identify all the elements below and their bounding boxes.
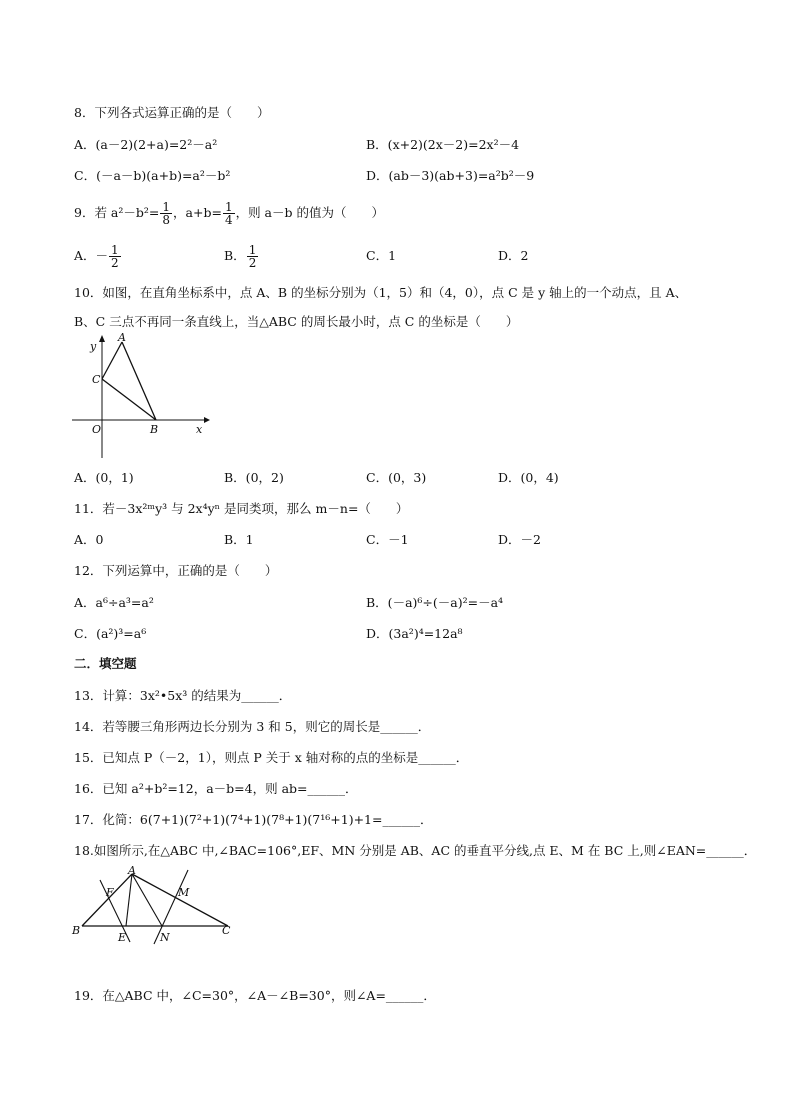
section-fill-blank-heading: 二．填空题	[74, 656, 137, 671]
q15: 15．已知点 P（－2，1），则点 P 关于 x 轴对称的点的坐标是______．	[74, 750, 469, 765]
q9-fraction-1	[160, 201, 172, 226]
q10-option-c[interactable]: C．(0，3)	[366, 470, 427, 485]
q10-label-b: B	[150, 423, 159, 436]
q10-label-c: C	[92, 373, 101, 386]
q8-stem: 8．下列各式运算正确的是（ ）	[74, 105, 270, 120]
q11-option-c[interactable]: C．－1	[366, 532, 409, 547]
q9-stem-mid: ，a+b=	[173, 205, 222, 220]
q9-option-b-den: 2	[248, 256, 257, 270]
q9-stem-post: ，则 a－b 的值为（ ）	[235, 205, 384, 220]
q12-option-a[interactable]: A．a⁶÷a³=a²	[74, 595, 154, 610]
q9-option-c[interactable]: C．1	[366, 248, 397, 263]
q8-option-d[interactable]: D．(ab－3)(ab+3)=a²b²－9	[366, 168, 535, 183]
q8-option-b[interactable]: B．(x+2)(2x－2)=2x²－4	[366, 137, 520, 152]
q9-fraction-1-den: 8	[162, 213, 171, 227]
q18-label-m: M	[178, 886, 190, 899]
q10-stem-line1: 10．如图，在直角坐标系中，点 A、B 的坐标分别为（1，5）和（4，0），点 C 是 y 轴上的一个动点，且 A、	[74, 285, 688, 300]
q11-stem: 11．若－3x²ᵐy³ 与 2x⁴yⁿ 是同类项，那么 m－n=（ ）	[74, 501, 409, 516]
q18-segment-ae	[126, 874, 132, 926]
q10-label-o: O	[92, 423, 102, 436]
q9-fraction-2	[223, 201, 235, 226]
q8-option-a[interactable]: A．(a－2)(2+a)=2²－a²	[74, 137, 218, 152]
q10-x-axis-arrow	[204, 417, 210, 423]
q12-stem: 12．下列运算中，正确的是（ ）	[74, 563, 278, 578]
q18-label-c: C	[222, 924, 231, 937]
q12-option-c[interactable]: C．(a²)³=a⁶	[74, 626, 147, 641]
q16: 16．已知 a²+b²=12，a－b=4，则 ab=______．	[74, 781, 358, 796]
q18-side-ab	[82, 874, 132, 926]
q9-fraction-2-den: 4	[224, 213, 233, 227]
q9-fraction-2-num: 1	[224, 200, 233, 214]
q10-option-d[interactable]: D．(0，4)	[498, 470, 559, 485]
q10-label-a: A	[118, 332, 126, 344]
q8-option-c[interactable]: C．(－a－b)(a+b)=a²－b²	[74, 168, 231, 183]
q9-option-a-num: 1	[111, 243, 119, 257]
q9-option-b[interactable]	[224, 241, 259, 271]
q12-option-b[interactable]: B．(－a)⁶÷(－a)²=－a⁴	[366, 595, 504, 610]
q18-label-e: E	[118, 931, 127, 944]
q10-stem-line2: B、C 三点不再同一条直线上，当△ABC 的周长最小时，点 C 的坐标是（ ）	[74, 314, 519, 329]
q11-option-b[interactable]: B．1	[224, 532, 254, 547]
q10-coordinate-figure	[70, 332, 210, 462]
q10-y-axis-arrow	[99, 335, 105, 342]
q10-label-y: y	[90, 340, 97, 353]
q14: 14．若等腰三角形两边长分别为 3 和 5，则它的周长是______．	[74, 719, 431, 734]
q17: 17．化简：6(7+1)(7²+1)(7⁴+1)(7⁸+1)(7¹⁶+1)+1=______．	[74, 812, 433, 827]
q9-option-a-prefix: A．－	[74, 248, 109, 263]
q18-label-a: A	[128, 864, 136, 877]
q10-segment-ab	[122, 342, 156, 420]
q9-fraction-1-num: 1	[162, 200, 171, 214]
q10-segment-ac	[102, 342, 122, 379]
q10-option-b[interactable]: B．(0，2)	[224, 470, 284, 485]
q10-segment-cb	[102, 379, 156, 420]
q18-triangle-figure	[70, 862, 240, 946]
q18-label-f: F	[106, 886, 114, 899]
q10-option-a[interactable]: A．(0，1)	[74, 470, 134, 485]
q11-option-a[interactable]: A．0	[74, 532, 104, 547]
q13: 13．计算：3x²•5x³ 的结果为______．	[74, 688, 292, 703]
q9-option-a-fraction	[109, 244, 121, 269]
q9-option-b-prefix: B．	[224, 248, 246, 263]
q9-stem	[74, 198, 384, 228]
q9-option-a[interactable]	[74, 241, 122, 271]
q9-stem-pre: 9．若 a²－b²=	[74, 205, 160, 220]
q9-option-a-den: 2	[111, 256, 119, 270]
q18-label-b: B	[72, 924, 81, 937]
q19: 19．在△ABC 中，∠C=30°，∠A－∠B=30°，则∠A=______．	[74, 988, 436, 1003]
q11-option-d[interactable]: D．－2	[498, 532, 541, 547]
q12-option-d[interactable]: D．(3a²)⁴=12a⁸	[366, 626, 463, 641]
q9-option-b-num: 1	[248, 243, 257, 257]
q10-label-x: x	[196, 423, 203, 436]
q9-option-d[interactable]: D．2	[498, 248, 529, 263]
q9-option-b-fraction	[247, 244, 259, 269]
q18-label-n: N	[160, 931, 170, 944]
q18-stem: 18.如图所示,在△ABC 中,∠BAC=106°,EF、MN 分别是 AB、AC 的垂直平分线,点 E、M 在 BC 上,则∠EAN=______．	[74, 843, 757, 858]
